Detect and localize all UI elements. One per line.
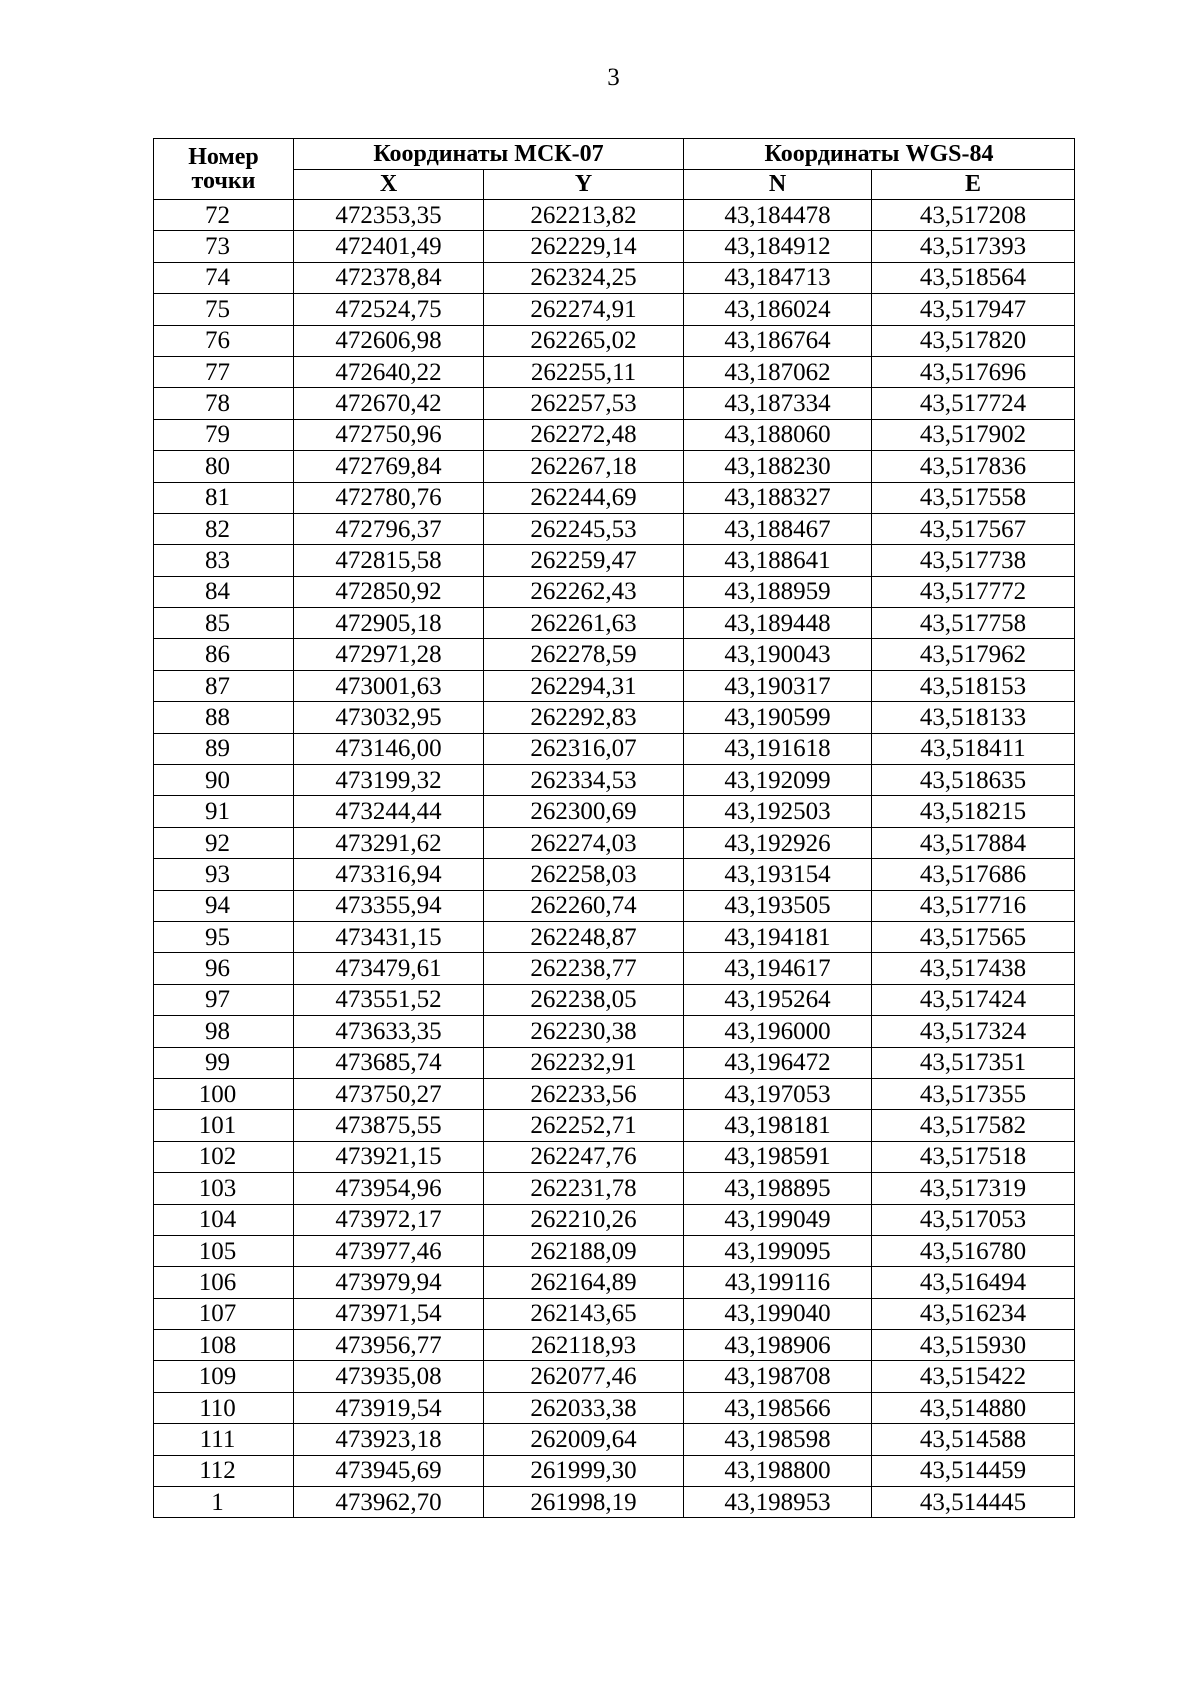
e-cell: 43,517424 bbox=[872, 984, 1075, 1015]
x-cell: 473935,08 bbox=[294, 1361, 484, 1392]
n-cell: 43,194617 bbox=[684, 953, 872, 984]
x-cell: 473977,46 bbox=[294, 1235, 484, 1266]
table-row bbox=[154, 1110, 1075, 1141]
table-row bbox=[154, 1298, 1075, 1329]
y-cell: 262229,14 bbox=[484, 231, 684, 262]
x-cell: 473355,94 bbox=[294, 890, 484, 921]
x-cell: 472750,96 bbox=[294, 419, 484, 450]
y-cell: 262245,53 bbox=[484, 513, 684, 544]
table-row bbox=[154, 294, 1075, 325]
e-cell: 43,517724 bbox=[872, 388, 1075, 419]
y-cell: 262247,76 bbox=[484, 1141, 684, 1172]
point-number-cell: 91 bbox=[154, 796, 294, 827]
header-msk07: Координаты МСК-07 bbox=[294, 139, 684, 170]
y-cell: 262274,03 bbox=[484, 827, 684, 858]
y-cell: 262316,07 bbox=[484, 733, 684, 764]
point-number-cell: 93 bbox=[154, 859, 294, 890]
y-cell: 262261,63 bbox=[484, 608, 684, 639]
x-cell: 473291,62 bbox=[294, 827, 484, 858]
table-row bbox=[154, 451, 1075, 482]
y-cell: 262267,18 bbox=[484, 451, 684, 482]
point-number-cell: 80 bbox=[154, 451, 294, 482]
point-number-cell: 100 bbox=[154, 1078, 294, 1109]
x-cell: 473032,95 bbox=[294, 702, 484, 733]
e-cell: 43,516494 bbox=[872, 1267, 1075, 1298]
n-cell: 43,199040 bbox=[684, 1298, 872, 1329]
e-cell: 43,517351 bbox=[872, 1047, 1075, 1078]
table-row bbox=[154, 419, 1075, 450]
x-cell: 472815,58 bbox=[294, 545, 484, 576]
e-cell: 43,516780 bbox=[872, 1235, 1075, 1266]
y-cell: 262009,64 bbox=[484, 1424, 684, 1455]
table-row bbox=[154, 1330, 1075, 1361]
n-cell: 43,187062 bbox=[684, 356, 872, 387]
e-cell: 43,517567 bbox=[872, 513, 1075, 544]
table-row bbox=[154, 984, 1075, 1015]
x-cell: 472769,84 bbox=[294, 451, 484, 482]
table-row bbox=[154, 200, 1075, 231]
n-cell: 43,199116 bbox=[684, 1267, 872, 1298]
x-cell: 472640,22 bbox=[294, 356, 484, 387]
point-number-cell: 111 bbox=[154, 1424, 294, 1455]
point-number-cell: 77 bbox=[154, 356, 294, 387]
x-cell: 472971,28 bbox=[294, 639, 484, 670]
e-cell: 43,517558 bbox=[872, 482, 1075, 513]
point-number-cell: 104 bbox=[154, 1204, 294, 1235]
x-cell: 472524,75 bbox=[294, 294, 484, 325]
x-cell: 473431,15 bbox=[294, 921, 484, 952]
point-number-cell: 95 bbox=[154, 921, 294, 952]
x-cell: 473923,18 bbox=[294, 1424, 484, 1455]
point-number-cell: 112 bbox=[154, 1455, 294, 1486]
point-number-cell: 110 bbox=[154, 1392, 294, 1423]
y-cell: 262292,83 bbox=[484, 702, 684, 733]
y-cell: 262033,38 bbox=[484, 1392, 684, 1423]
n-cell: 43,190043 bbox=[684, 639, 872, 670]
y-cell: 262260,74 bbox=[484, 890, 684, 921]
x-cell: 473551,52 bbox=[294, 984, 484, 1015]
n-cell: 43,186764 bbox=[684, 325, 872, 356]
point-number-cell: 84 bbox=[154, 576, 294, 607]
e-cell: 43,517518 bbox=[872, 1141, 1075, 1172]
point-number-cell: 87 bbox=[154, 670, 294, 701]
n-cell: 43,192099 bbox=[684, 765, 872, 796]
x-cell: 473633,35 bbox=[294, 1016, 484, 1047]
point-number-cell: 79 bbox=[154, 419, 294, 450]
e-cell: 43,517884 bbox=[872, 827, 1075, 858]
x-cell: 473971,54 bbox=[294, 1298, 484, 1329]
point-number-cell: 92 bbox=[154, 827, 294, 858]
point-number-cell: 108 bbox=[154, 1330, 294, 1361]
x-cell: 473316,94 bbox=[294, 859, 484, 890]
e-cell: 43,518564 bbox=[872, 262, 1075, 293]
point-number-cell: 82 bbox=[154, 513, 294, 544]
table-row bbox=[154, 325, 1075, 356]
e-cell: 43,517319 bbox=[872, 1173, 1075, 1204]
table-row bbox=[154, 796, 1075, 827]
point-number-cell: 109 bbox=[154, 1361, 294, 1392]
e-cell: 43,517393 bbox=[872, 231, 1075, 262]
table-row bbox=[154, 1487, 1075, 1518]
y-cell: 262118,93 bbox=[484, 1330, 684, 1361]
x-cell: 473979,94 bbox=[294, 1267, 484, 1298]
x-cell: 472850,92 bbox=[294, 576, 484, 607]
y-cell: 262258,03 bbox=[484, 859, 684, 890]
e-cell: 43,518411 bbox=[872, 733, 1075, 764]
point-number-cell: 88 bbox=[154, 702, 294, 733]
n-cell: 43,197053 bbox=[684, 1078, 872, 1109]
point-number-cell: 102 bbox=[154, 1141, 294, 1172]
header-point-number bbox=[154, 139, 294, 200]
page-number: 3 bbox=[607, 64, 620, 91]
point-number-cell: 105 bbox=[154, 1235, 294, 1266]
x-cell: 473954,96 bbox=[294, 1173, 484, 1204]
x-cell: 473146,00 bbox=[294, 733, 484, 764]
header-n: N bbox=[684, 169, 872, 200]
table-row bbox=[154, 733, 1075, 764]
y-cell: 261999,30 bbox=[484, 1455, 684, 1486]
y-cell: 262334,53 bbox=[484, 765, 684, 796]
point-number-cell: 107 bbox=[154, 1298, 294, 1329]
point-number-cell: 73 bbox=[154, 231, 294, 262]
table-row bbox=[154, 356, 1075, 387]
table-row bbox=[154, 1047, 1075, 1078]
table-row bbox=[154, 639, 1075, 670]
point-number-cell: 89 bbox=[154, 733, 294, 764]
point-number-cell: 96 bbox=[154, 953, 294, 984]
e-cell: 43,517836 bbox=[872, 451, 1075, 482]
point-number-cell: 98 bbox=[154, 1016, 294, 1047]
n-cell: 43,193154 bbox=[684, 859, 872, 890]
table-row bbox=[154, 513, 1075, 544]
x-cell: 473945,69 bbox=[294, 1455, 484, 1486]
e-cell: 43,517053 bbox=[872, 1204, 1075, 1235]
table-row bbox=[154, 545, 1075, 576]
n-cell: 43,188327 bbox=[684, 482, 872, 513]
n-cell: 43,194181 bbox=[684, 921, 872, 952]
e-cell: 43,517565 bbox=[872, 921, 1075, 952]
x-cell: 473685,74 bbox=[294, 1047, 484, 1078]
table-row bbox=[154, 1361, 1075, 1392]
coordinates-table bbox=[153, 138, 1075, 1518]
point-number-cell: 81 bbox=[154, 482, 294, 513]
y-cell: 262244,69 bbox=[484, 482, 684, 513]
table-row bbox=[154, 890, 1075, 921]
x-cell: 473921,15 bbox=[294, 1141, 484, 1172]
y-cell: 262231,78 bbox=[484, 1173, 684, 1204]
table-row bbox=[154, 388, 1075, 419]
y-cell: 262238,05 bbox=[484, 984, 684, 1015]
table-row bbox=[154, 262, 1075, 293]
x-cell: 472670,42 bbox=[294, 388, 484, 419]
n-cell: 43,190599 bbox=[684, 702, 872, 733]
x-cell: 473919,54 bbox=[294, 1392, 484, 1423]
e-cell: 43,517355 bbox=[872, 1078, 1075, 1109]
table-row bbox=[154, 1141, 1075, 1172]
point-number-cell: 90 bbox=[154, 765, 294, 796]
y-cell: 262300,69 bbox=[484, 796, 684, 827]
n-cell: 43,199095 bbox=[684, 1235, 872, 1266]
n-cell: 43,184713 bbox=[684, 262, 872, 293]
point-number-cell: 106 bbox=[154, 1267, 294, 1298]
y-cell: 262265,02 bbox=[484, 325, 684, 356]
n-cell: 43,198800 bbox=[684, 1455, 872, 1486]
e-cell: 43,514588 bbox=[872, 1424, 1075, 1455]
x-cell: 473962,70 bbox=[294, 1487, 484, 1518]
point-number-cell: 99 bbox=[154, 1047, 294, 1078]
e-cell: 43,517772 bbox=[872, 576, 1075, 607]
n-cell: 43,184478 bbox=[684, 200, 872, 231]
table-row bbox=[154, 231, 1075, 262]
e-cell: 43,518153 bbox=[872, 670, 1075, 701]
n-cell: 43,184912 bbox=[684, 231, 872, 262]
table-row bbox=[154, 1204, 1075, 1235]
point-number-cell: 94 bbox=[154, 890, 294, 921]
table-row bbox=[154, 1392, 1075, 1423]
point-number-cell: 101 bbox=[154, 1110, 294, 1141]
y-cell: 262238,77 bbox=[484, 953, 684, 984]
e-cell: 43,517582 bbox=[872, 1110, 1075, 1141]
y-cell: 262164,89 bbox=[484, 1267, 684, 1298]
header-y: Y bbox=[484, 169, 684, 200]
e-cell: 43,514459 bbox=[872, 1455, 1075, 1486]
x-cell: 472606,98 bbox=[294, 325, 484, 356]
x-cell: 473479,61 bbox=[294, 953, 484, 984]
table-row bbox=[154, 576, 1075, 607]
n-cell: 43,196472 bbox=[684, 1047, 872, 1078]
n-cell: 43,198591 bbox=[684, 1141, 872, 1172]
y-cell: 262210,26 bbox=[484, 1204, 684, 1235]
y-cell: 262188,09 bbox=[484, 1235, 684, 1266]
n-cell: 43,193505 bbox=[684, 890, 872, 921]
y-cell: 262274,91 bbox=[484, 294, 684, 325]
x-cell: 472905,18 bbox=[294, 608, 484, 639]
n-cell: 43,198566 bbox=[684, 1392, 872, 1423]
table-row bbox=[154, 827, 1075, 858]
e-cell: 43,517947 bbox=[872, 294, 1075, 325]
header-point-number-line2: точки bbox=[191, 168, 256, 194]
table-row bbox=[154, 953, 1075, 984]
y-cell: 262255,11 bbox=[484, 356, 684, 387]
point-number-cell: 103 bbox=[154, 1173, 294, 1204]
point-number-cell: 97 bbox=[154, 984, 294, 1015]
n-cell: 43,192503 bbox=[684, 796, 872, 827]
e-cell: 43,517208 bbox=[872, 200, 1075, 231]
n-cell: 43,198953 bbox=[684, 1487, 872, 1518]
y-cell: 262233,56 bbox=[484, 1078, 684, 1109]
y-cell: 262213,82 bbox=[484, 200, 684, 231]
header-point-number-line1: Номер bbox=[188, 144, 259, 170]
n-cell: 43,188641 bbox=[684, 545, 872, 576]
e-cell: 43,517962 bbox=[872, 639, 1075, 670]
header-x: X bbox=[294, 169, 484, 200]
x-cell: 472796,37 bbox=[294, 513, 484, 544]
n-cell: 43,187334 bbox=[684, 388, 872, 419]
header-e: E bbox=[872, 169, 1075, 200]
y-cell: 262294,31 bbox=[484, 670, 684, 701]
point-number-cell: 85 bbox=[154, 608, 294, 639]
point-number-cell: 74 bbox=[154, 262, 294, 293]
table-row bbox=[154, 1424, 1075, 1455]
n-cell: 43,189448 bbox=[684, 608, 872, 639]
point-number-cell: 78 bbox=[154, 388, 294, 419]
point-number-cell: 83 bbox=[154, 545, 294, 576]
n-cell: 43,198181 bbox=[684, 1110, 872, 1141]
x-cell: 473750,27 bbox=[294, 1078, 484, 1109]
table-row bbox=[154, 482, 1075, 513]
y-cell: 262248,87 bbox=[484, 921, 684, 952]
n-cell: 43,198906 bbox=[684, 1330, 872, 1361]
e-cell: 43,518133 bbox=[872, 702, 1075, 733]
n-cell: 43,199049 bbox=[684, 1204, 872, 1235]
table-row bbox=[154, 1173, 1075, 1204]
header-row-groups bbox=[154, 139, 1075, 170]
n-cell: 43,188467 bbox=[684, 513, 872, 544]
table-row bbox=[154, 702, 1075, 733]
table-row bbox=[154, 1016, 1075, 1047]
e-cell: 43,517686 bbox=[872, 859, 1075, 890]
n-cell: 43,192926 bbox=[684, 827, 872, 858]
y-cell: 262252,71 bbox=[484, 1110, 684, 1141]
x-cell: 472353,35 bbox=[294, 200, 484, 231]
x-cell: 473199,32 bbox=[294, 765, 484, 796]
table-row bbox=[154, 921, 1075, 952]
y-cell: 262259,47 bbox=[484, 545, 684, 576]
table-row bbox=[154, 1235, 1075, 1266]
x-cell: 472780,76 bbox=[294, 482, 484, 513]
n-cell: 43,188230 bbox=[684, 451, 872, 482]
n-cell: 43,186024 bbox=[684, 294, 872, 325]
y-cell: 262272,48 bbox=[484, 419, 684, 450]
n-cell: 43,188959 bbox=[684, 576, 872, 607]
e-cell: 43,516234 bbox=[872, 1298, 1075, 1329]
n-cell: 43,198895 bbox=[684, 1173, 872, 1204]
point-number-cell: 72 bbox=[154, 200, 294, 231]
x-cell: 473972,17 bbox=[294, 1204, 484, 1235]
y-cell: 262262,43 bbox=[484, 576, 684, 607]
y-cell: 262324,25 bbox=[484, 262, 684, 293]
y-cell: 262278,59 bbox=[484, 639, 684, 670]
n-cell: 43,190317 bbox=[684, 670, 872, 701]
e-cell: 43,517902 bbox=[872, 419, 1075, 450]
table-body bbox=[154, 200, 1075, 1518]
x-cell: 472378,84 bbox=[294, 262, 484, 293]
x-cell: 473875,55 bbox=[294, 1110, 484, 1141]
table-row bbox=[154, 1078, 1075, 1109]
e-cell: 43,514445 bbox=[872, 1487, 1075, 1518]
y-cell: 262143,65 bbox=[484, 1298, 684, 1329]
n-cell: 43,198598 bbox=[684, 1424, 872, 1455]
e-cell: 43,515422 bbox=[872, 1361, 1075, 1392]
table-row bbox=[154, 1455, 1075, 1486]
e-cell: 43,517758 bbox=[872, 608, 1075, 639]
n-cell: 43,198708 bbox=[684, 1361, 872, 1392]
n-cell: 43,195264 bbox=[684, 984, 872, 1015]
table-row bbox=[154, 765, 1075, 796]
table-row bbox=[154, 1267, 1075, 1298]
e-cell: 43,517820 bbox=[872, 325, 1075, 356]
e-cell: 43,517716 bbox=[872, 890, 1075, 921]
e-cell: 43,515930 bbox=[872, 1330, 1075, 1361]
y-cell: 262257,53 bbox=[484, 388, 684, 419]
e-cell: 43,517324 bbox=[872, 1016, 1075, 1047]
e-cell: 43,517738 bbox=[872, 545, 1075, 576]
table-row bbox=[154, 608, 1075, 639]
y-cell: 262230,38 bbox=[484, 1016, 684, 1047]
point-number-cell: 86 bbox=[154, 639, 294, 670]
y-cell: 261998,19 bbox=[484, 1487, 684, 1518]
x-cell: 473244,44 bbox=[294, 796, 484, 827]
n-cell: 43,196000 bbox=[684, 1016, 872, 1047]
e-cell: 43,514880 bbox=[872, 1392, 1075, 1423]
x-cell: 472401,49 bbox=[294, 231, 484, 262]
e-cell: 43,518635 bbox=[872, 765, 1075, 796]
table-row bbox=[154, 859, 1075, 890]
n-cell: 43,188060 bbox=[684, 419, 872, 450]
table-row bbox=[154, 670, 1075, 701]
x-cell: 473956,77 bbox=[294, 1330, 484, 1361]
e-cell: 43,517438 bbox=[872, 953, 1075, 984]
header-wgs84: Координаты WGS-84 bbox=[684, 139, 1075, 170]
point-number-cell: 75 bbox=[154, 294, 294, 325]
x-cell: 473001,63 bbox=[294, 670, 484, 701]
point-number-cell: 76 bbox=[154, 325, 294, 356]
e-cell: 43,517696 bbox=[872, 356, 1075, 387]
point-number-cell: 1 bbox=[154, 1487, 294, 1518]
n-cell: 43,191618 bbox=[684, 733, 872, 764]
y-cell: 262077,46 bbox=[484, 1361, 684, 1392]
y-cell: 262232,91 bbox=[484, 1047, 684, 1078]
e-cell: 43,518215 bbox=[872, 796, 1075, 827]
